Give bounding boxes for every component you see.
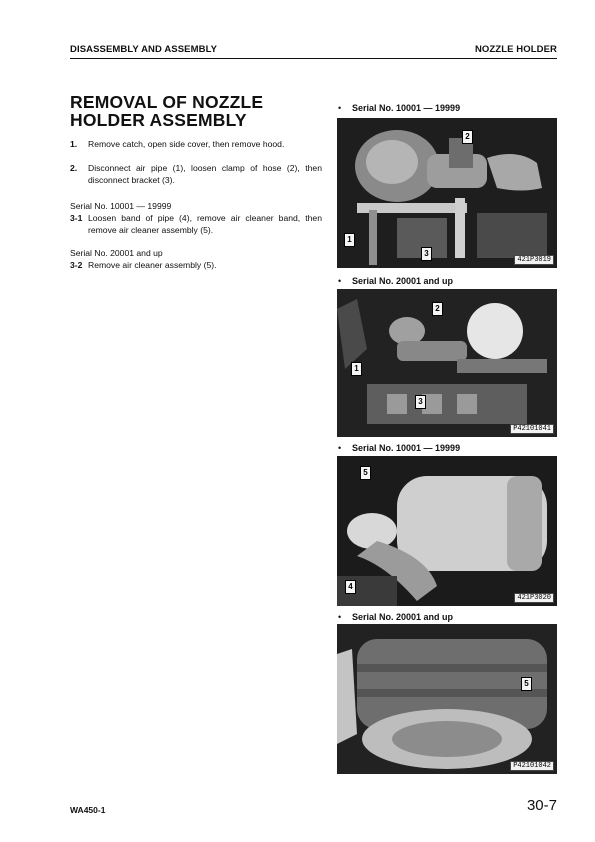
substep-3-1 <box>70 212 322 236</box>
substep-3-2-text: Remove air cleaner assembly (5). <box>88 260 217 270</box>
figure-2-marker-1: 1 <box>351 362 362 376</box>
header-topic: NOZZLE HOLDER <box>474 44 557 55</box>
engine-bay-illustration <box>337 289 557 437</box>
figure-2-marker-3: 3 <box>415 395 426 409</box>
figure-3-caption: • Serial No. 10001 — 19999 <box>338 443 461 453</box>
figure-4-caption: • Serial No. 20001 and up <box>338 612 454 622</box>
header-section: DISASSEMBLY AND ASSEMBLY <box>70 44 218 55</box>
substep-3-2-number: 3-2 <box>70 260 83 270</box>
figure-1-marker-1: 1 <box>344 233 355 247</box>
substep-3-2 <box>70 259 322 271</box>
figure-4-marker-5: 5 <box>521 677 532 691</box>
footer-model: WA450-1 <box>70 805 106 815</box>
step-2 <box>70 162 322 186</box>
substep-3-1-text: Loosen band of pipe (4), remove air cleaner band, then remove air cleaner assembly (5). <box>88 213 322 235</box>
figure-3-photo <box>337 456 557 606</box>
figure-3-marker-5: 5 <box>360 466 371 480</box>
page-title: REMOVAL OF NOZZLE HOLDER ASSEMBLY <box>70 92 264 130</box>
footer-page-number: 30-7 <box>526 797 557 814</box>
step-1-number: 1. <box>70 139 78 149</box>
substep-3-1-number: 3-1 <box>70 213 83 223</box>
figure-3-code: 421P3020 <box>514 593 554 603</box>
air-cleaner-new-illustration <box>337 624 557 774</box>
serial-label-b: Serial No. 20001 and up <box>70 248 163 258</box>
figure-1-photo <box>337 118 557 268</box>
figure-3-marker-4: 4 <box>345 580 356 594</box>
figure-2-code: P42101041 <box>510 424 554 434</box>
header-rule <box>70 58 557 59</box>
serial-label-a: Serial No. 10001 — 19999 <box>70 201 172 211</box>
figure-2-photo <box>337 289 557 437</box>
step-1 <box>70 138 322 150</box>
step-2-number: 2. <box>70 163 78 173</box>
engine-turbo-illustration <box>337 118 557 268</box>
figure-1-marker-3: 3 <box>421 247 432 261</box>
figure-2-marker-2: 2 <box>432 302 443 316</box>
step-2-text: Disconnect air pipe (1), loosen clamp of hose (2), then disconnect bracket (3). <box>88 163 322 185</box>
figure-1-marker-2: 2 <box>462 130 473 144</box>
step-1-text: Remove catch, open side cover, then remove hood. <box>88 139 285 149</box>
figure-1-code: 421P3019 <box>514 255 554 265</box>
figure-4-code: P42101042 <box>510 761 554 771</box>
figure-4-photo <box>337 624 557 774</box>
figure-1-caption: • Serial No. 10001 — 19999 <box>338 103 461 113</box>
figure-2-caption: • Serial No. 20001 and up <box>338 276 454 286</box>
